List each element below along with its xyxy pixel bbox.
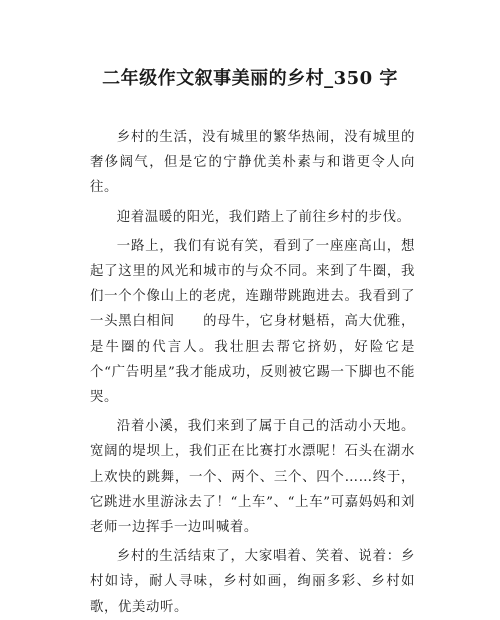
document-title: 二年级作文叙事美丽的乡村_350 字	[102, 68, 398, 89]
paragraph: 一路上，我们有说有笑，看到了一座座高山，想起了这里的风光和城市的与众不同。来到了牛圈，我们一个个像山上的老虎，连蹦带跳跑进去。我看到了一头黑白相间 的母牛，它身材魁梧，高大优雅，是牛圈的代言人。我壮胆去帮它挤奶，好险它是个“广告明星”我才能成功，反则被它踢一下脚也不能哭。	[90, 238, 415, 406]
paragraph: 乡村的生活，没有城里的繁华热闹，没有城里的奢侈阔气，但是它的宁静优美朴素与和谐更令人向往。	[90, 130, 415, 196]
paragraph: 沿着小溪，我们来到了属于自己的活动小天地。宽阔的堤坝上，我们正在比赛打水漂呢！石头在湖水上欢快的跳舞，一个、两个、三个、四个……终于，它跳进水里游泳去了！“上车”、“上车”可嘉妈妈和刘老师一边挥手一边叫喊着。	[90, 419, 415, 536]
paragraph: 迎着温暖的阳光，我们踏上了前往乡村的步伐。	[116, 209, 411, 225]
document-body	[90, 125, 415, 620]
paragraph: 乡村的生活结束了，大家唱着、笑着、说着：乡村如诗，耐人寻味，乡村如画，绚丽多彩、乡村如歌，优美动听。	[90, 549, 415, 615]
